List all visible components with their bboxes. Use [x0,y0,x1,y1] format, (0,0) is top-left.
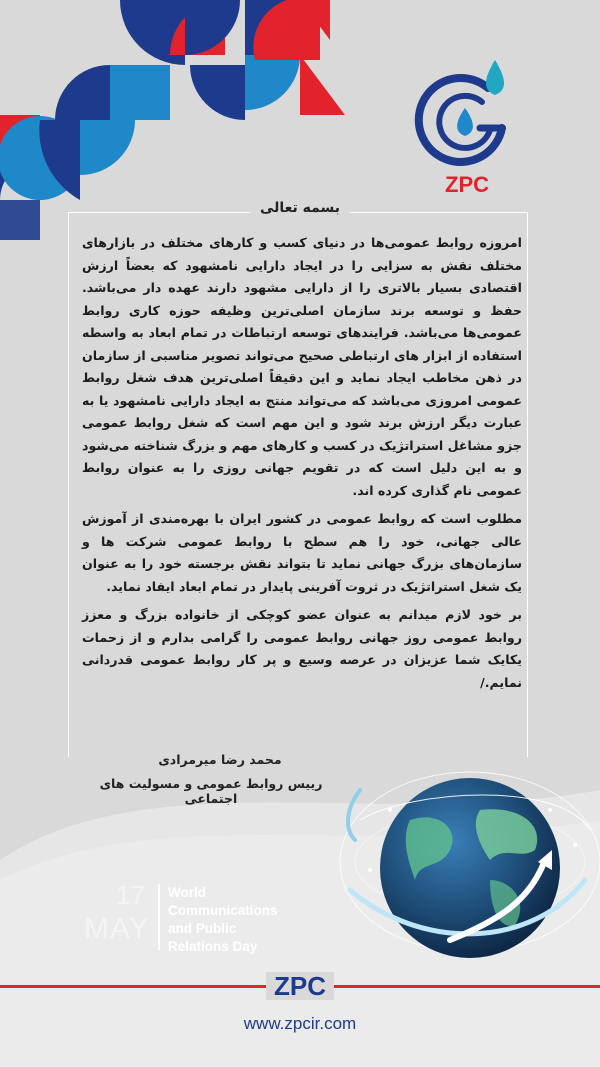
event-title [168,884,278,956]
footer-logo: ZPC [266,972,334,1000]
event-title-line: World [168,885,206,900]
website-link[interactable]: www.zpcir.com [243,1014,357,1033]
letter-heading: بسمه تعالی [250,200,350,216]
paragraph: امروزه روابط عمومی‌ها در دنیای کسب و کارهای مختلف در بازارهای مختلف نقش به سزایی را در ایجاد دارایی نامشهود که بعضاً ارزش اقتصادی بسیار بالاتری را از دارایی مشهود دارند عهده دار می‌باشد. حفظ و توسعه برند سازمان اصلی‌ترین وظیفه حوزه کاری روابط عمومی‌ها می‌باشد. فرایندهای توسعه ارتباطات در تمام ابعاد به واسطه استفاده از ابزار های ارتباطی صحیح می‌تواند تصویر مناسبی از سازمان در ذهن مخاطب ایجاد نماید و این دقیقاً اصلی‌ترین هدف شغل روابط عمومی امروزی می‌باشد که می‌تواند منتج به ایجاد دارایی نامشهود یا به عبارت دیگر ارزش برند شود و این مهم است که شغل روابط عمومی جزو مشاغل استراتژیک در کسب و کارهای مهم و بزرگ شناخته می‌شود و به این دلیل است که در تقویم جهانی روزی را به عنوان روابط عمومی نام گذاری کرده اند. [82,235,522,498]
letter-body [82,232,522,700]
event-title-line: Relations Day [168,939,258,954]
paragraph: مطلوب است که روابط عمومی در کشور ایران با بهره‌مندی از آموزش عالی جهانی، خود را هم سطح با روابط عمومی شرکت ها و سازمان‌های بزرگ جهانی نماید تا بتواند نقش برجسته خود را به عنوان یک شغل استراتژیک در ثروت آفرینی پایدار در تمام ابعاد ایفاد نماید. [82,511,522,594]
date-divider [158,884,160,950]
zpc-logo-icon [410,60,520,175]
zpc-logo-text: ZPC [445,172,489,197]
event-day: 17 [116,880,145,910]
globe-icon [330,750,600,980]
event-title-line: Communications [168,903,278,918]
paragraph: بر خود لازم میدانم به عنوان عضو کوچکی از خانواده بزرگ و معزز روابط عمومی روز جهانی روابط عمومی را گرامی بدارم و از زحمات یکایک شما عزیزان در عرصه وسیع و پر کار روابط عمومی قدردانی نمایم./ [82,607,522,690]
signature-title: رییس روابط عمومی و مسولیت های اجتماعی [99,776,323,806]
event-title-line: and Public [168,921,237,936]
event-month: MAY [84,912,150,945]
signature-name: محمد رضا میرمرادی [158,752,282,767]
